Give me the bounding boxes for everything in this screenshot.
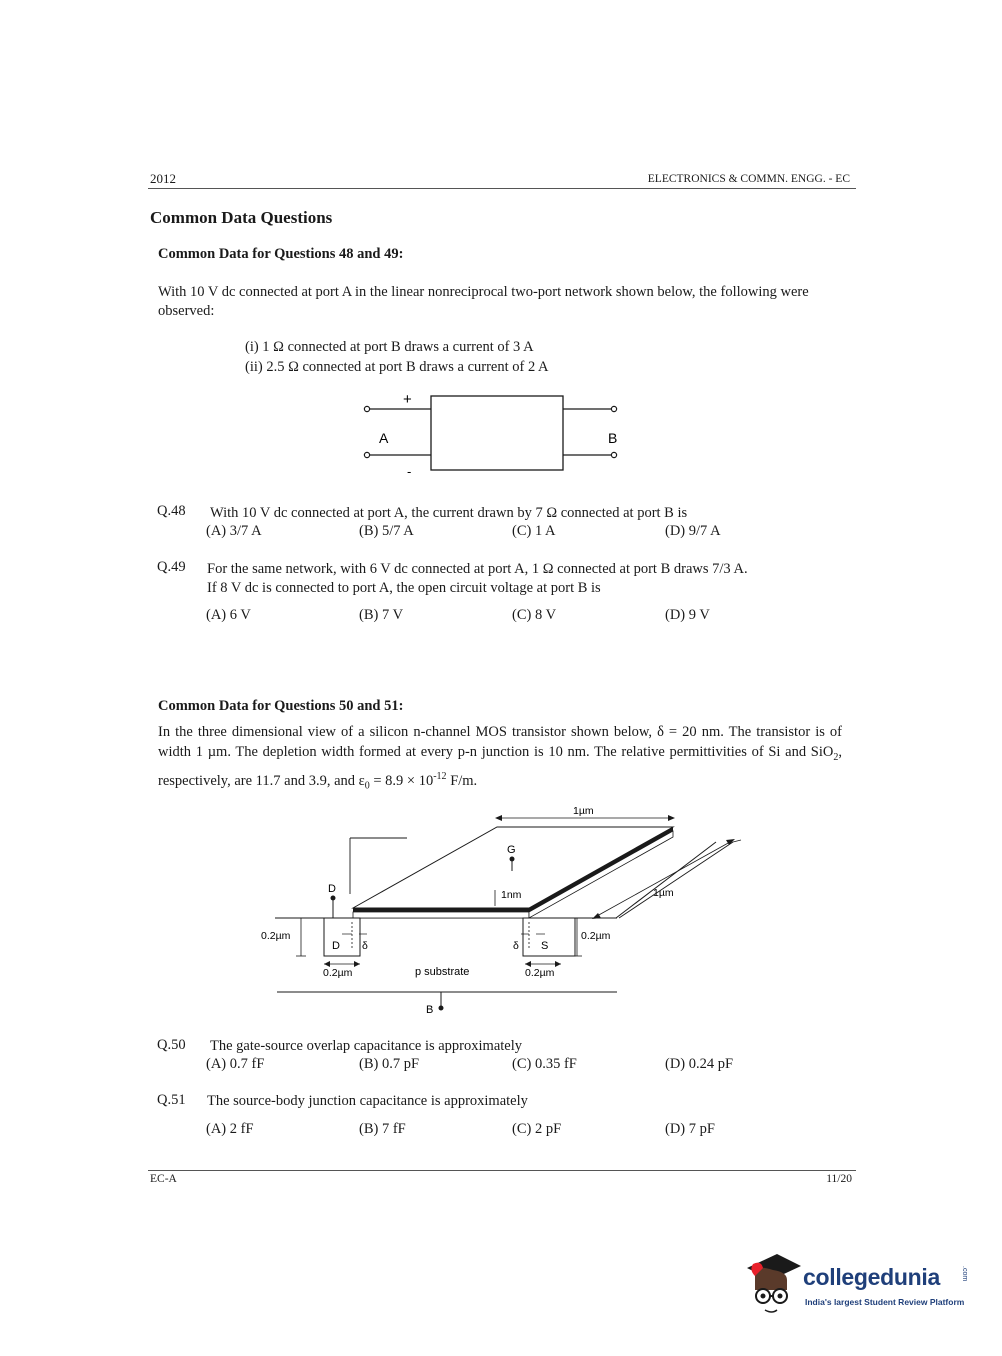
q50-option-a: (A) 0.7 fF bbox=[206, 1056, 265, 1072]
observation-2: (ii) 2.5 Ω connected at port B draws a current of 2 A bbox=[245, 359, 549, 375]
mos-transistor-diagram bbox=[255, 798, 755, 1020]
q51-text: The source-body junction capacitance is approximately bbox=[207, 1093, 528, 1109]
source-delta-label: δ bbox=[513, 940, 519, 952]
q50-number: Q.50 bbox=[157, 1037, 186, 1053]
network-box bbox=[431, 396, 563, 470]
q51-option-a: (A) 2 fF bbox=[206, 1121, 254, 1137]
observation-1: (i) 1 Ω connected at port B draws a current of 3 A bbox=[245, 339, 534, 355]
terminal-b-top bbox=[611, 406, 616, 411]
q49-line-2: If 8 V dc is connected to port A, the open circuit voltage at port B is bbox=[207, 580, 601, 596]
oxide-thickness-label: 1nm bbox=[501, 889, 522, 901]
q48-option-b: (B) 5/7 A bbox=[359, 523, 414, 539]
q48-option-c: (C) 1 A bbox=[512, 523, 556, 539]
footer-left: EC-A bbox=[150, 1173, 177, 1185]
q50-option-d: (D) 0.24 pF bbox=[665, 1056, 734, 1072]
collegedunia-watermark bbox=[743, 1250, 973, 1320]
drain-label: D bbox=[332, 940, 340, 952]
left-junction-depth-label: 0.2µm bbox=[261, 930, 291, 942]
terminal-a-bottom bbox=[364, 452, 369, 457]
gate-label: G bbox=[507, 844, 516, 856]
section-title: Common Data Questions bbox=[150, 208, 333, 227]
group1-intro: With 10 V dc connected at port A in the linear nonreciprocal two-port network shown below, the following were observed: bbox=[158, 284, 809, 319]
group2-intro: In the three dimensional view of a silicon n-channel MOS transistor shown below, δ = 20 nm. The transistor is of width 1 µm. The depletion width formed at every p-n junction is 10 nm. The relative permittivities of Si and SiO$_2$, respectively, are 11.7 and 3.9, and $\varepsilon_0 = 8.9 \times 10^{-12}$ F/m. bbox=[158, 724, 842, 792]
q48-option-a: (A) 3/7 A bbox=[206, 523, 262, 539]
q49-option-d: (D) 9 V bbox=[665, 607, 710, 623]
terminal-b-bottom bbox=[611, 452, 616, 457]
q51-option-d: (D) 7 pF bbox=[665, 1121, 715, 1137]
drain-width-label: 0.2µm bbox=[323, 967, 353, 979]
q51-number: Q.51 bbox=[157, 1092, 186, 1108]
q49-option-b: (B) 7 V bbox=[359, 607, 404, 623]
brand-tagline: India's largest Student Review Platform bbox=[805, 1297, 965, 1307]
q49-option-c: (C) 8 V bbox=[512, 607, 557, 623]
header-year: 2012 bbox=[150, 171, 176, 186]
q48-option-d: (D) 9/7 A bbox=[665, 523, 721, 539]
source-label: S bbox=[541, 940, 549, 952]
mascot-icon bbox=[743, 1250, 803, 1316]
q48-number: Q.48 bbox=[157, 503, 186, 519]
drain-top-label: D bbox=[328, 883, 336, 895]
substrate-label: p substrate bbox=[415, 966, 470, 978]
top-width-label: 1µm bbox=[573, 805, 594, 817]
q49-line-1: For the same network, with 6 V dc connected at port A, 1 Ω connected at port B draws 7/3 A. bbox=[207, 561, 748, 577]
header-rule bbox=[148, 188, 856, 189]
q48-text: With 10 V dc connected at port A, the current drawn by 7 Ω connected at port B is bbox=[210, 505, 688, 521]
q51-option-c: (C) 2 pF bbox=[512, 1121, 562, 1137]
source-width-label: 0.2µm bbox=[525, 967, 555, 979]
q49-option-a: (A) 6 V bbox=[206, 607, 251, 623]
q50-option-c: (C) 0.35 fF bbox=[512, 1056, 577, 1072]
group2-heading: Common Data for Questions 50 and 51: bbox=[158, 698, 404, 714]
q50-text: The gate-source overlap capacitance is approximately bbox=[210, 1038, 522, 1054]
q51-option-b: (B) 7 fF bbox=[359, 1121, 406, 1137]
right-junction-depth-label: 0.2µm bbox=[581, 930, 611, 942]
port-a-label: A bbox=[379, 430, 389, 446]
port-b-label: B bbox=[608, 430, 618, 446]
body-label: B bbox=[426, 1004, 434, 1016]
minus-sign: - bbox=[407, 464, 412, 479]
two-port-network-diagram bbox=[355, 388, 635, 480]
length-label: 1µm bbox=[653, 887, 674, 899]
q49-number: Q.49 bbox=[157, 559, 186, 575]
header-subject: ELECTRONICS & COMMN. ENGG. - EC bbox=[647, 173, 850, 185]
brand-name: collegedunia bbox=[803, 1264, 940, 1290]
q50-option-b: (B) 0.7 pF bbox=[359, 1056, 420, 1072]
brand-dotcom: .com bbox=[961, 1266, 968, 1282]
footer-rule bbox=[148, 1170, 856, 1171]
group1-heading: Common Data for Questions 48 and 49: bbox=[158, 246, 404, 262]
footer-page-number: 11/20 bbox=[826, 1173, 852, 1185]
plus-sign: + bbox=[403, 391, 412, 408]
terminal-a-top bbox=[364, 406, 369, 411]
drain-delta-label: δ bbox=[362, 940, 368, 952]
